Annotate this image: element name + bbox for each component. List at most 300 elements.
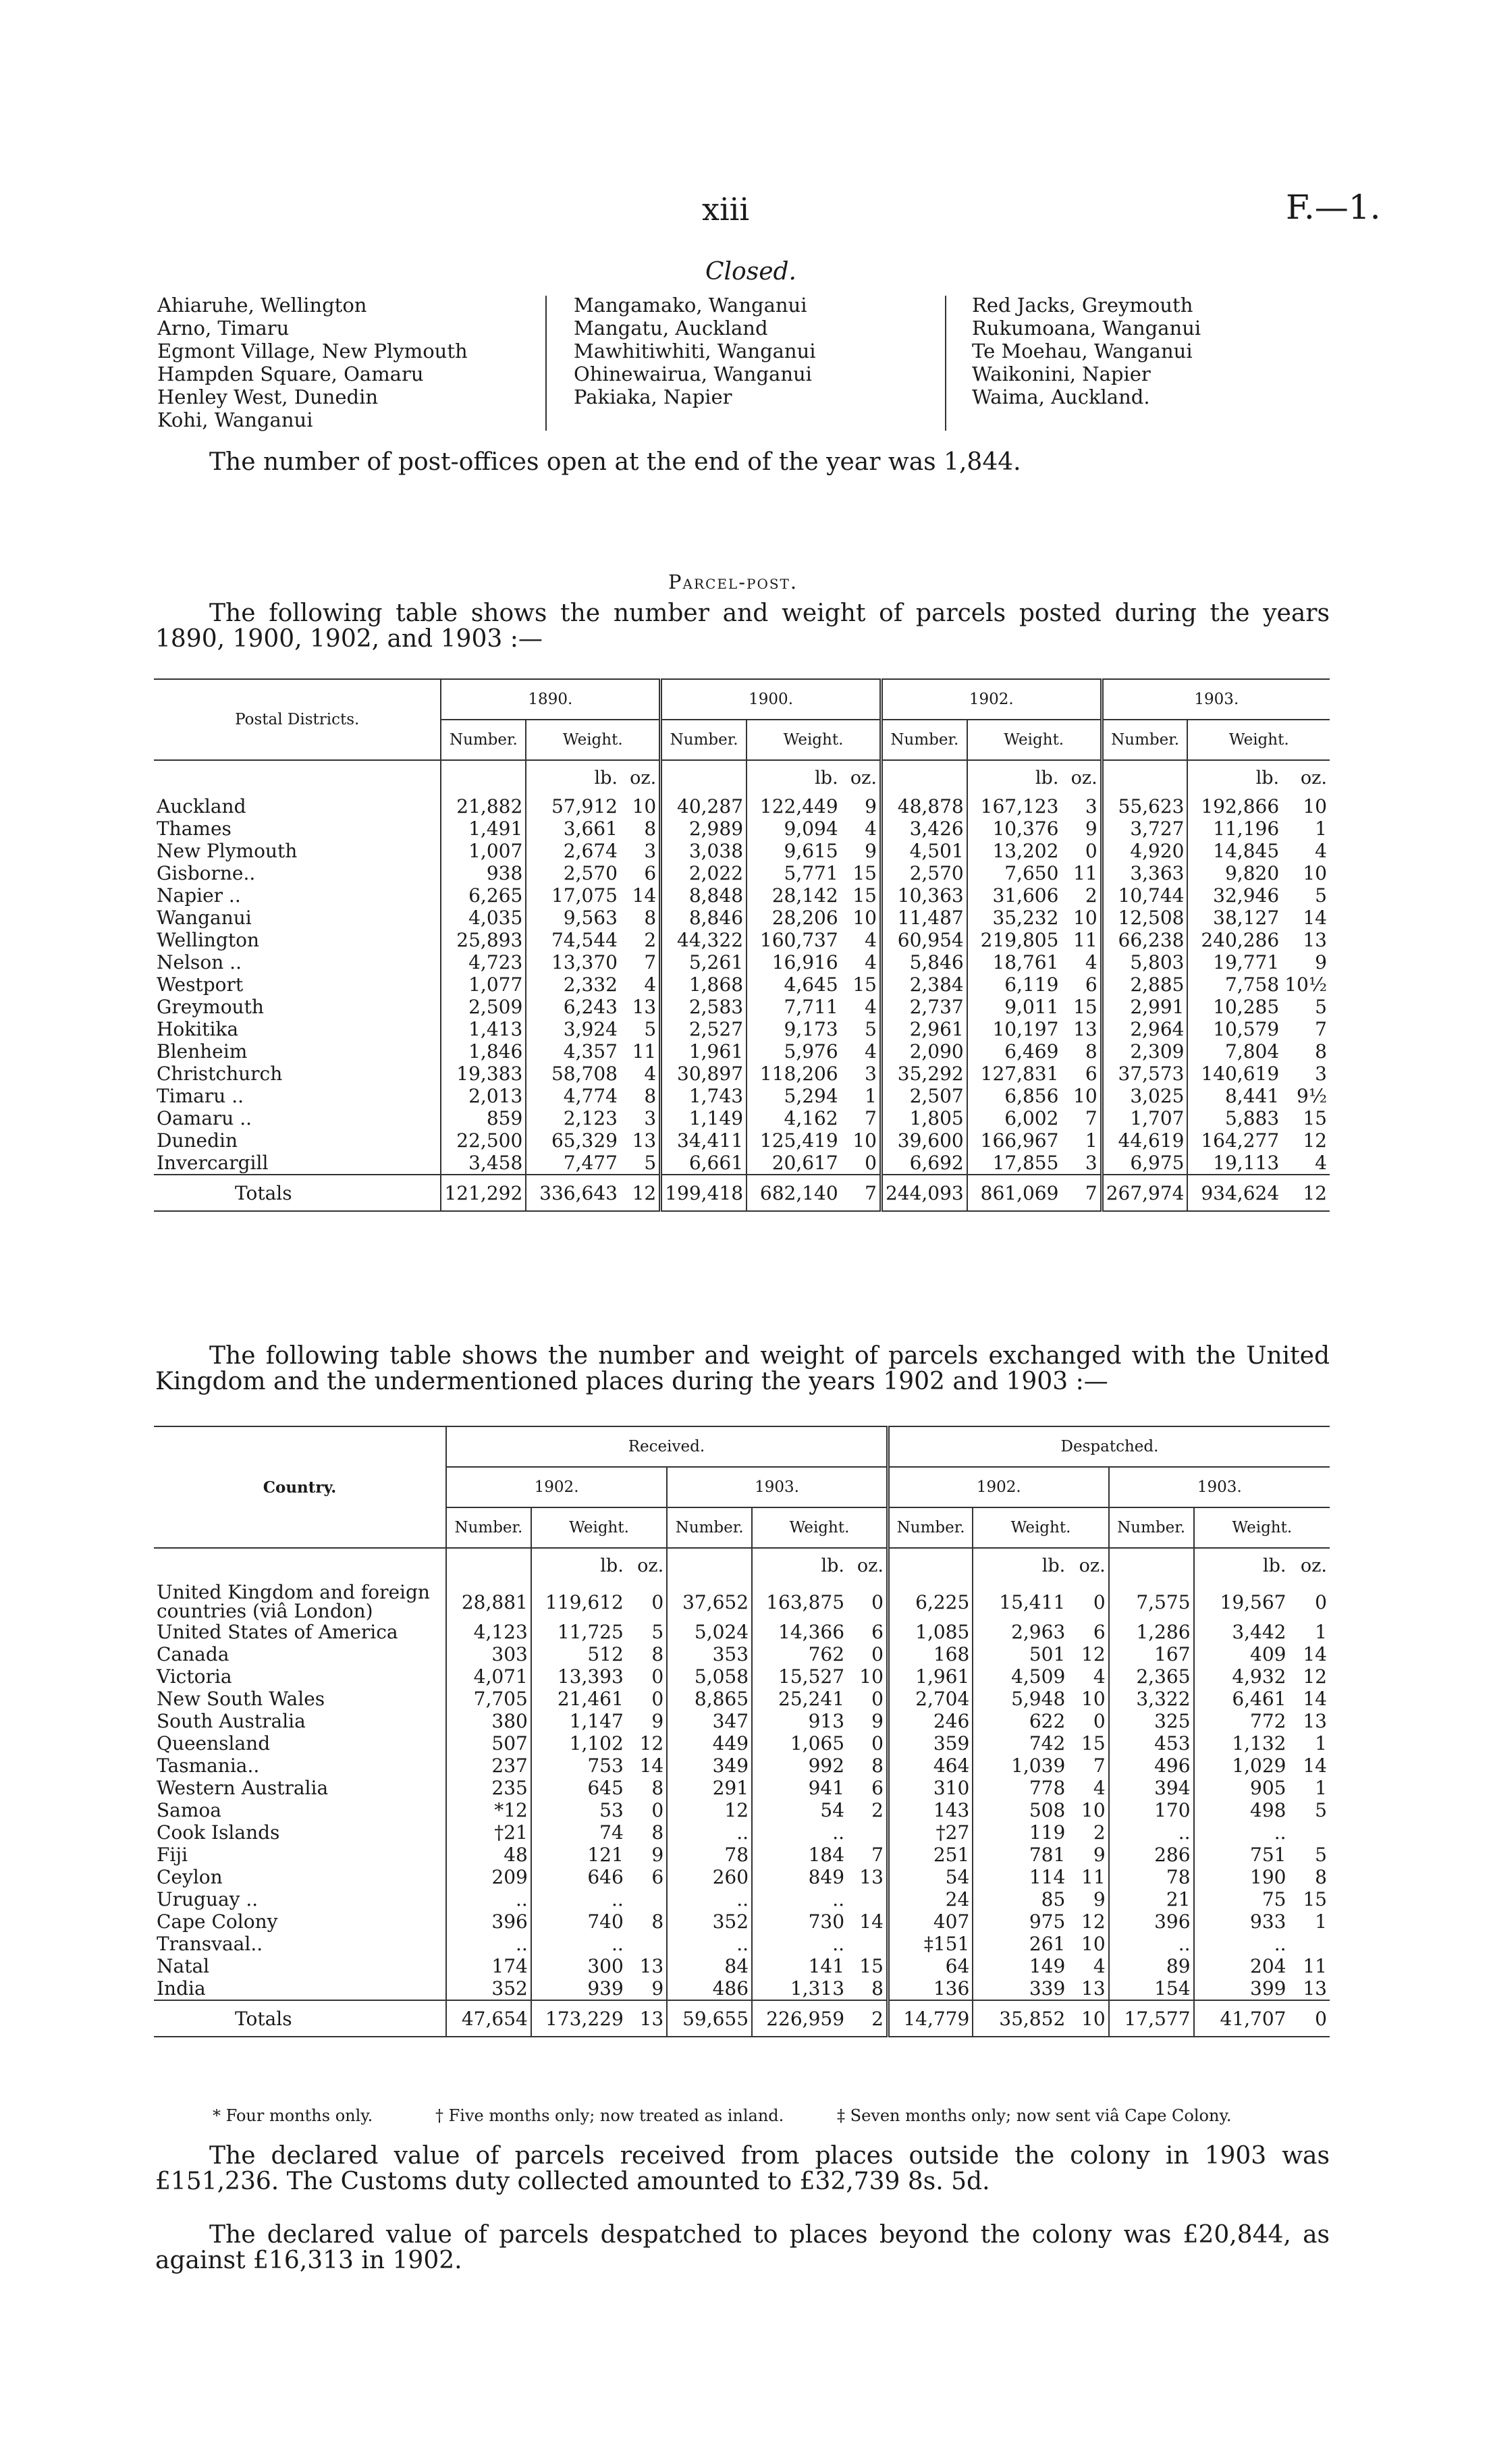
row-label (154, 1665, 446, 1688)
cell-16-6: 64 (888, 1955, 973, 1977)
cell-0-4: 163,875 (752, 1583, 847, 1621)
cell-0-8: 3 (1085, 795, 1097, 818)
cell-17-2: 9 (651, 1977, 664, 2000)
cell-1-8: 6 (1093, 1621, 1106, 1643)
cell-16-1: 300 (531, 1955, 626, 1977)
cell-11-2: 9 (651, 1844, 664, 1866)
cell-16-10: 19,113 (1187, 1152, 1282, 1175)
table-row (154, 1063, 1330, 1085)
cell-4-2: 14 (632, 884, 657, 907)
cell-1-3: 5,024 (667, 1621, 752, 1643)
cell-10-9: .. (1109, 1821, 1194, 1844)
cell-0-2: 10 (632, 795, 657, 818)
cell-7-10: 19,771 (1187, 951, 1282, 973)
cell-14-5: 7 (865, 1107, 877, 1129)
closed-office-col3-2: Te Moehau, Wanganui (972, 340, 1193, 363)
units-blank-3 (1102, 760, 1187, 795)
lb-unit-1: lb. (752, 1548, 847, 1583)
cell-10-8: 2 (1093, 1821, 1106, 1844)
cell-4-2: 0 (651, 1688, 664, 1710)
cell-6-8: 11 (1073, 929, 1097, 951)
row-name: Hokitika (157, 1018, 239, 1040)
cell-2-8: 0 (1085, 840, 1097, 862)
weight-col-header-2: Weight. (967, 720, 1102, 760)
cell-0-3: 40,287 (661, 795, 747, 818)
cell-9-5: 4 (865, 996, 877, 1018)
cell-17-5: 8 (871, 1977, 884, 2000)
cell-3-1: 2,570 (526, 862, 620, 884)
cell-10-3: .. (667, 1821, 752, 1844)
row-name: New South Wales (157, 1688, 325, 1710)
row-label (154, 862, 441, 884)
cell-0-1: 119,612 (531, 1583, 626, 1621)
cell-15-3: .. (667, 1933, 752, 1955)
cell-10-1: 74 (531, 1821, 626, 1844)
lb-unit-3: lb. (1194, 1548, 1289, 1583)
year-header-1: 1900. (661, 679, 882, 720)
cell-10-0: †21 (446, 1821, 531, 1844)
cell-15-6: 39,600 (881, 1129, 967, 1152)
cell-13-11: 9½ (1297, 1085, 1327, 1107)
cell-4-8: 10 (1081, 1688, 1106, 1710)
cell-4-6: 2,704 (888, 1688, 973, 1710)
cell-9-7: 508 (973, 1799, 1068, 1821)
cell-1-4: 9,094 (747, 818, 841, 840)
cell-12-3: 260 (667, 1866, 752, 1888)
row-name: Oamaru .. (157, 1107, 252, 1129)
closed-office-col3-1: Rukumoana, Wanganui (972, 317, 1201, 340)
cell-2-6: 168 (888, 1643, 973, 1665)
cell-17-0: 352 (446, 1977, 531, 2000)
year-header-2: 1902. (881, 679, 1102, 720)
cell-16-7: 17,855 (967, 1152, 1062, 1175)
cell-5-0: 380 (446, 1710, 531, 1732)
cell-6-3: 449 (667, 1732, 752, 1755)
closed-office-col1-5: Kohi, Wanganui (157, 408, 313, 431)
cell-13-6: 24 (888, 1888, 973, 1910)
row-label (154, 840, 441, 862)
closed-divider-1 (545, 296, 547, 431)
row-label (154, 1866, 446, 1888)
cell-11-5: 7 (871, 1844, 884, 1866)
row-name: United Kingdom and foreign countries (viâ London) (157, 1581, 430, 1622)
cell-10-7: 10,197 (967, 1018, 1062, 1040)
cell-8-2: 4 (644, 973, 657, 996)
totals-row (154, 2000, 1330, 2037)
row-name: South Australia (157, 1710, 306, 1732)
cell-8-9: 2,885 (1102, 973, 1187, 996)
cell-4-7: 31,606 (967, 884, 1062, 907)
cell-0-0: 21,882 (441, 795, 526, 818)
row-name: Christchurch (157, 1063, 283, 1085)
cell-0-4: 122,449 (747, 795, 841, 818)
cell-5-10: 772 (1194, 1710, 1289, 1732)
row-label (154, 1777, 446, 1799)
cell-13-1: .. (531, 1888, 626, 1910)
units-blank-1 (661, 760, 747, 795)
cell-6-1: 1,102 (531, 1732, 626, 1755)
cell-12-6: 54 (888, 1866, 973, 1888)
cell-4-4: 28,142 (747, 884, 841, 907)
number-col-header-3: Number. (1102, 720, 1187, 760)
cell-14-10: 5,883 (1187, 1107, 1282, 1129)
cell-13-8: 9 (1093, 1888, 1106, 1910)
number-col-header-1: Number. (667, 1507, 752, 1548)
row-label (154, 1755, 446, 1777)
cell-5-7: 622 (973, 1710, 1068, 1732)
cell-5-1: 1,147 (531, 1710, 626, 1732)
cell-1-0: 1,491 (441, 818, 526, 840)
cell-1-7: 10,376 (967, 818, 1062, 840)
cell-15-4: .. (752, 1933, 847, 1955)
cell-4-5: 0 (871, 1688, 884, 1710)
cell-4-5: 15 (852, 884, 877, 907)
cell-12-10: 190 (1194, 1866, 1289, 1888)
cell-12-9: 78 (1109, 1866, 1194, 1888)
cell-11-5: 4 (865, 1040, 877, 1063)
cell-10-4: .. (752, 1821, 847, 1844)
row-name: New Plymouth (157, 840, 298, 862)
table-row (154, 1665, 1330, 1688)
cell-2-10: 409 (1194, 1643, 1289, 1665)
cell-9-7: 9,011 (967, 996, 1062, 1018)
cell-7-7: 18,761 (967, 951, 1062, 973)
cell-2-7: 501 (973, 1643, 1068, 1665)
cell-12-2: 6 (651, 1866, 664, 1888)
cell-16-0: 3,458 (441, 1152, 526, 1175)
cell-9-10: 498 (1194, 1799, 1289, 1821)
cell-0-9: 7,575 (1109, 1583, 1194, 1621)
cell-16-4: 141 (752, 1955, 847, 1977)
cell-5-3: 8,846 (661, 907, 747, 929)
lb-unit-0: lb. (531, 1548, 626, 1583)
row-name: Nelson .. (157, 951, 242, 973)
closed-office-col2-3: Ohinewairua, Wanganui (574, 363, 812, 385)
cell-11-4: 5,976 (747, 1040, 841, 1063)
cell-3-5: 15 (852, 862, 877, 884)
cell-8-2: 8 (651, 1777, 664, 1799)
cell-14-4: 730 (752, 1910, 847, 1933)
cell-0-6: 48,878 (881, 795, 967, 818)
closed-office-col2-1: Mangatu, Auckland (574, 317, 768, 340)
table-row (154, 1888, 1330, 1910)
cell-5-6: 11,487 (881, 907, 967, 929)
cell-12-5: 3 (865, 1063, 877, 1085)
cell-7-2: 7 (644, 951, 657, 973)
cell-4-1: 17,075 (526, 884, 620, 907)
cell-3-6: 2,570 (881, 862, 967, 884)
closed-list-col3 (972, 294, 1201, 408)
cell-0-10: 192,866 (1187, 795, 1282, 818)
oz-unit-2: oz. (1079, 1555, 1106, 1576)
cell-9-9: 2,991 (1102, 996, 1187, 1018)
cell-8-8: 4 (1093, 1777, 1106, 1799)
cell-1-1: 3,661 (526, 818, 620, 840)
cell-6-0: 507 (446, 1732, 531, 1755)
cell-2-1: 2,674 (526, 840, 620, 862)
table-row (154, 1799, 1330, 1821)
table-row (154, 929, 1330, 951)
cell-5-5: 9 (871, 1710, 884, 1732)
cell-16-10: 204 (1194, 1955, 1289, 1977)
cell-11-2: 11 (632, 1040, 657, 1063)
row-label (154, 1844, 446, 1866)
cell-13-0: .. (446, 1888, 531, 1910)
parcels-posted-table (154, 678, 1330, 1214)
cell-15-10: .. (1194, 1933, 1289, 1955)
cell-0-7: 15,411 (973, 1583, 1068, 1621)
cell-7-5: 4 (865, 951, 877, 973)
row-name: Dunedin (157, 1129, 238, 1152)
cell-4-10: 32,946 (1187, 884, 1282, 907)
cell-8-4: 4,645 (747, 973, 841, 996)
cell-0-0: 28,881 (446, 1583, 531, 1621)
row-label (154, 884, 441, 907)
cell-4-4: 25,241 (752, 1688, 847, 1710)
page-reference: F.—1. (1286, 188, 1381, 227)
cell-7-7: 1,039 (973, 1755, 1068, 1777)
row-name: Western Australia (157, 1777, 329, 1799)
row-name: Thames (157, 818, 232, 840)
cell-11-9: 286 (1109, 1844, 1194, 1866)
cell-12-2: 4 (644, 1063, 657, 1085)
cell-9-1: 53 (531, 1799, 626, 1821)
cell-1-11: 1 (1315, 818, 1327, 840)
row-label (154, 1799, 446, 1821)
declared-value-despatched: The declared value of parcels despatched to places beyond the colony was £20,844, as against £16,313 in 1902. (155, 2221, 1330, 2274)
row-name: Blenheim (157, 1040, 248, 1063)
cell-3-8: 4 (1093, 1665, 1106, 1688)
parcels-exchanged-table (154, 1426, 1330, 2040)
cell-3-11: 12 (1303, 1665, 1327, 1688)
row-name: Samoa (157, 1799, 221, 1821)
cell-9-1: 6,243 (526, 996, 620, 1018)
cell-10-3: 2,527 (661, 1018, 747, 1040)
cell-5-0: 4,035 (441, 907, 526, 929)
table-row (154, 1152, 1330, 1175)
total-cell-10: 41,707 (1194, 2000, 1289, 2037)
row-label (154, 818, 441, 840)
units-blank-3 (1109, 1548, 1194, 1583)
total-cell-8: 10 (1068, 2000, 1108, 2037)
cell-7-8: 4 (1085, 951, 1097, 973)
closed-title: Closed. (705, 258, 796, 286)
row-name: Natal (157, 1955, 210, 1977)
closed-office-col3-4: Waima, Auckland. (972, 385, 1150, 408)
cell-2-5: 0 (871, 1643, 884, 1665)
weight-col-header-2: Weight. (973, 1507, 1108, 1548)
total-cell-9: 267,974 (1102, 1175, 1187, 1211)
total-cell-1: 173,229 (531, 2000, 626, 2037)
oz-unit-3: oz. (1300, 1555, 1327, 1576)
cell-2-8: 12 (1081, 1643, 1106, 1665)
cell-9-3: 2,583 (661, 996, 747, 1018)
cell-0-5: 9 (865, 795, 877, 818)
cell-15-0: .. (446, 1933, 531, 1955)
cell-11-9: 2,309 (1102, 1040, 1187, 1063)
cell-3-0: 4,071 (446, 1665, 531, 1688)
cell-11-1: 4,357 (526, 1040, 620, 1063)
cell-9-10: 10,285 (1187, 996, 1282, 1018)
row-label (154, 1063, 441, 1085)
row-name: Napier .. (157, 884, 241, 907)
cell-13-3: .. (667, 1888, 752, 1910)
cell-7-9: 496 (1109, 1755, 1194, 1777)
oz-unit-1: oz. (850, 768, 877, 788)
cell-3-9: 3,363 (1102, 862, 1187, 884)
cell-7-2: 14 (639, 1755, 664, 1777)
cell-6-11: 13 (1303, 929, 1327, 951)
cell-2-5: 9 (865, 840, 877, 862)
weight-col-header-1: Weight. (752, 1507, 888, 1548)
cell-12-3: 30,897 (661, 1063, 747, 1085)
cell-6-7: 219,805 (967, 929, 1062, 951)
cell-14-8: 7 (1085, 1107, 1097, 1129)
closed-office-col3-0: Red Jacks, Greymouth (972, 294, 1193, 317)
cell-0-8: 0 (1093, 1590, 1106, 1613)
cell-14-10: 933 (1194, 1910, 1289, 1933)
cell-13-11: 15 (1303, 1888, 1327, 1910)
table-row (154, 1018, 1330, 1040)
cell-3-1: 13,393 (531, 1665, 626, 1688)
totals-label: Totals (154, 2000, 446, 2037)
cell-8-4: 941 (752, 1777, 847, 1799)
cell-16-11: 11 (1303, 1955, 1327, 1977)
cell-16-2: 5 (644, 1152, 657, 1174)
cell-9-6: 143 (888, 1799, 973, 1821)
cell-9-6: 2,737 (881, 996, 967, 1018)
row-label (154, 1152, 441, 1175)
cell-12-1: 58,708 (526, 1063, 620, 1085)
total-cell-6: 14,779 (888, 2000, 973, 2037)
table-row (154, 818, 1330, 840)
cell-11-10: 751 (1194, 1844, 1289, 1866)
weight-col-header-0: Weight. (526, 720, 660, 760)
cell-14-1: 740 (531, 1910, 626, 1933)
cell-14-8: 12 (1081, 1910, 1106, 1933)
cell-9-2: 13 (632, 996, 657, 1018)
cell-3-3: 2,022 (661, 862, 747, 884)
country-header: Country. (154, 1426, 446, 1548)
cell-11-8: 8 (1085, 1040, 1097, 1063)
total-cell-5: 7 (841, 1175, 882, 1211)
cell-4-11: 14 (1303, 1688, 1327, 1710)
footnote-five-months: † Five months only; now treated as inland. (435, 2106, 784, 2125)
cell-8-10: 7,758 (1187, 973, 1282, 996)
cell-0-1: 57,912 (526, 795, 620, 818)
cell-12-9: 37,573 (1102, 1063, 1187, 1085)
cell-10-11 (1289, 1821, 1330, 1844)
cell-14-0: 859 (441, 1107, 526, 1129)
weight-col-header-0: Weight. (531, 1507, 667, 1548)
row-label (154, 1583, 446, 1621)
cell-12-10: 140,619 (1187, 1063, 1282, 1085)
declared-value-received: The declared value of parcels received from places outside the colony in 1903 was £151,236. The Customs duty collected amounted to £32,739 8s. 5d. (155, 2142, 1330, 2195)
page-number: xiii (702, 191, 750, 227)
cell-6-2: 12 (639, 1732, 664, 1755)
cell-12-4: 118,206 (747, 1063, 841, 1085)
year-header-1: 1903. (667, 1467, 888, 1507)
closed-office-col2-4: Pakiaka, Napier (574, 385, 732, 408)
district-header: Postal Districts. (154, 679, 441, 760)
cell-14-9: 396 (1109, 1910, 1194, 1933)
total-cell-7: 861,069 (967, 1175, 1062, 1211)
oz-unit-0: oz. (630, 768, 657, 788)
cell-10-0: 1,413 (441, 1018, 526, 1040)
closed-office-col2-2: Mawhitiwhiti, Wanganui (574, 340, 816, 363)
total-cell-2: 12 (620, 1175, 661, 1211)
table-row (154, 1643, 1330, 1665)
cell-2-11: 4 (1315, 840, 1327, 862)
cell-5-10: 38,127 (1187, 907, 1282, 929)
cell-1-4: 14,366 (752, 1621, 847, 1643)
units-blank-2 (881, 760, 967, 795)
row-name: Transvaal.. (157, 1933, 263, 1955)
cell-11-0: 1,846 (441, 1040, 526, 1063)
cell-10-6: †27 (888, 1821, 973, 1844)
cell-17-1: 939 (531, 1977, 626, 2000)
cell-2-10: 14,845 (1187, 840, 1282, 862)
cell-10-6: 2,961 (881, 1018, 967, 1040)
cell-4-0: 7,705 (446, 1688, 531, 1710)
parcel-post-intro: The following table shows the number and weight of parcels posted during the years 1890, 1900, 1902, and 1903 :— (155, 599, 1330, 653)
table-row (154, 1710, 1330, 1732)
cell-1-10: 3,442 (1194, 1621, 1289, 1643)
units-blank-0 (446, 1548, 531, 1583)
cell-8-7: 6,119 (967, 973, 1062, 996)
cell-15-8: 1 (1085, 1129, 1097, 1152)
cell-6-3: 44,322 (661, 929, 747, 951)
cell-9-11: 5 (1315, 1799, 1327, 1821)
row-label (154, 951, 441, 973)
cell-4-10: 6,461 (1194, 1688, 1289, 1710)
total-cell-0: 47,654 (446, 2000, 531, 2037)
total-cell-2: 13 (626, 2000, 667, 2037)
cell-6-8: 15 (1081, 1732, 1106, 1755)
cell-13-3: 1,743 (661, 1085, 747, 1107)
cell-13-9: 3,025 (1102, 1085, 1187, 1107)
cell-9-9: 170 (1109, 1799, 1194, 1821)
cell-10-10: 10,579 (1187, 1018, 1282, 1040)
weight-col-header-1: Weight. (747, 720, 881, 760)
cell-13-7: 6,856 (967, 1085, 1062, 1107)
number-col-header-1: Number. (661, 720, 747, 760)
closed-office-col3-3: Waikonini, Napier (972, 363, 1151, 385)
lb-unit-2: lb. (973, 1548, 1068, 1583)
row-name: Auckland (157, 795, 246, 818)
row-label (154, 973, 441, 996)
row-name: Cape Colony (157, 1910, 278, 1933)
cell-9-4: 7,711 (747, 996, 841, 1018)
table-row (154, 1777, 1330, 1799)
cell-16-3: 6,661 (661, 1152, 747, 1175)
row-label (154, 1688, 446, 1710)
cell-15-4: 125,419 (747, 1129, 841, 1152)
cell-8-11: 1 (1315, 1777, 1327, 1799)
parcel-post-title: Parcel-post. (668, 570, 798, 593)
year-header-0: 1902. (446, 1467, 667, 1507)
cell-7-11: 9 (1315, 951, 1327, 973)
cell-16-6: 6,692 (881, 1152, 967, 1175)
cell-17-7: 339 (973, 1977, 1068, 2000)
cell-14-4: 4,162 (747, 1107, 841, 1129)
cell-7-8: 7 (1093, 1755, 1106, 1777)
cell-12-11: 8 (1315, 1866, 1327, 1888)
cell-12-7: 114 (973, 1866, 1068, 1888)
cell-13-5 (847, 1888, 888, 1910)
cell-7-1: 13,370 (526, 951, 620, 973)
cell-0-2: 0 (651, 1590, 664, 1613)
